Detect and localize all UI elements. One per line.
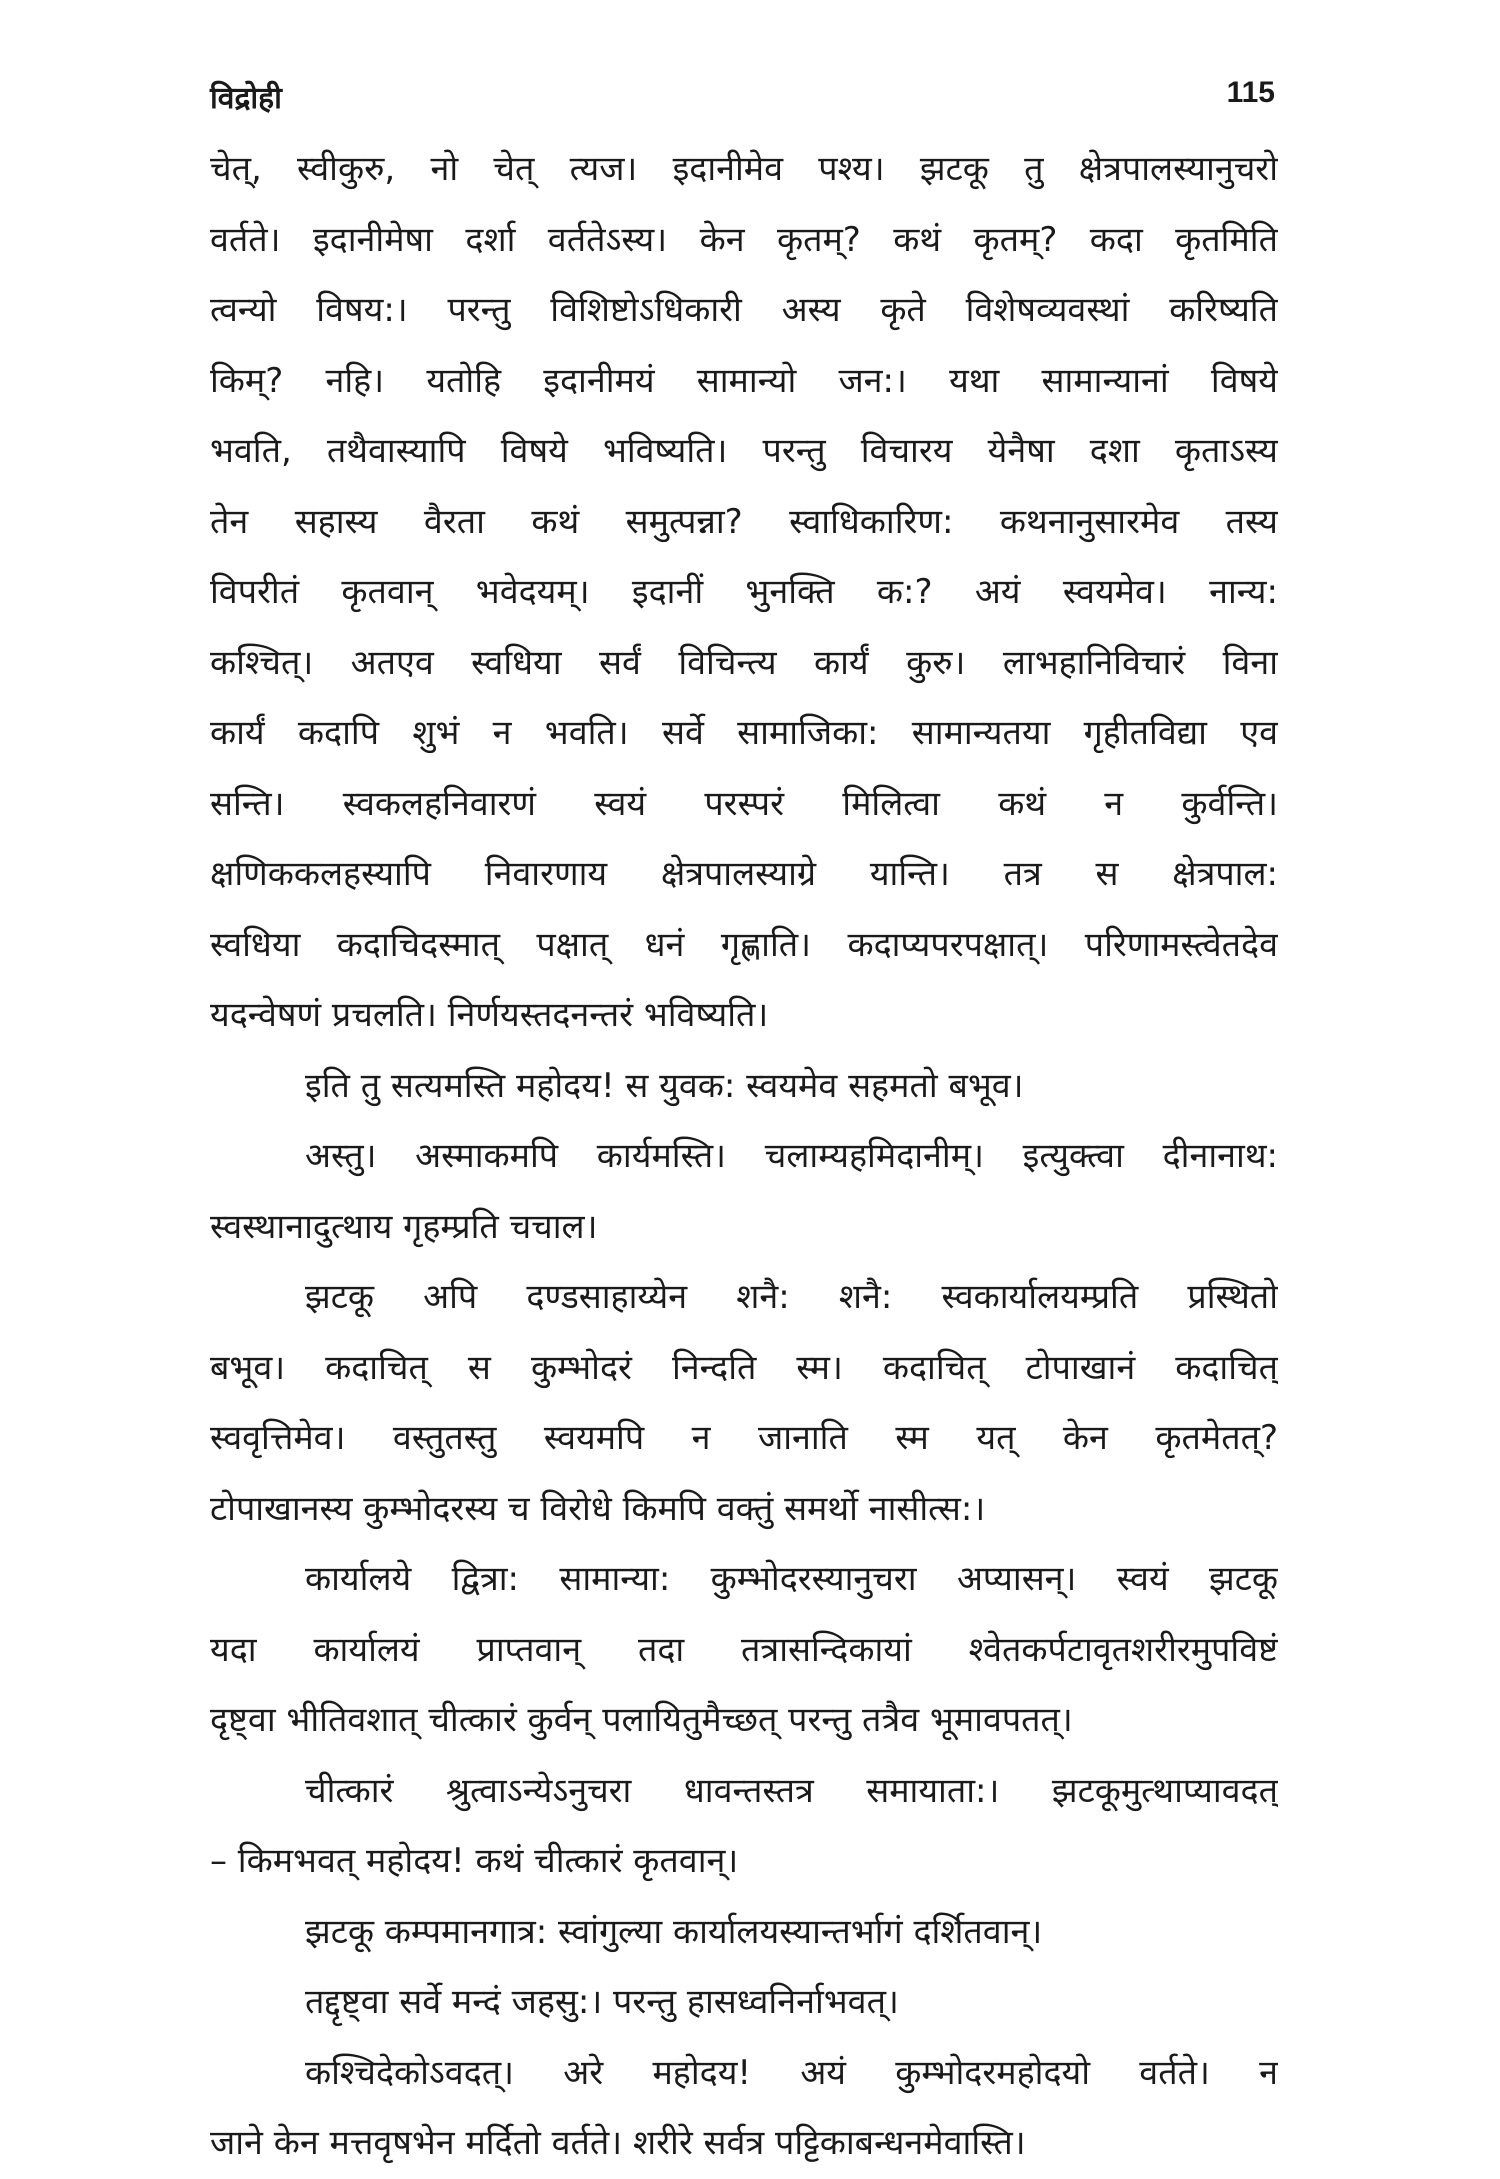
text-line: तेन सहास्य वैरता कथं समुत्पन्ना? स्वाधिकारिण: कथनानुसारमेव तस्य — [210, 501, 1278, 542]
text-line: विपरीतं कृतवान् भवेदयम्। इदानीं भुनक्ति क:? अयं स्वयमेव। नान्य: — [210, 572, 1278, 612]
text-line: कार्यं कदापि शुभं न भवति। सर्वे सामाजिका: सामान्यतया गृहीतविद्या एव — [210, 713, 1278, 753]
text-line: स्ववृत्तिमेव। वस्तुतस्तु स्वयमपि न जानाति स्म यत् केन कृतमेतत्? — [210, 1418, 1278, 1458]
chapter-title: विद्रोही — [210, 81, 282, 116]
text-line: क्षणिककलहस्यापि निवारणाय क्षेत्रपालस्याग्रे यान्ति। तत्र स क्षेत्रपाल: — [210, 854, 1278, 894]
text-line: वर्तते। इदानीमेषा दर्शा वर्ततेऽस्य। केन कृतम्? कथं कृतम्? कदा कृतमिति — [210, 219, 1278, 260]
body-text — [210, 134, 1278, 2179]
page-number: 115 — [1226, 76, 1275, 109]
text-line: चीत्कारं श्रुत्वाऽन्येऽनुचरा धावन्तस्तत्र समायाता:। झटकूमुत्थाप्यावदत् — [305, 1770, 1278, 1811]
text-line: भवति, तथैवास्यापि विषये भविष्यति। परन्तु विचारय येनैषा दशा कृताऽस्य — [210, 431, 1278, 471]
text-line: तद्दृष्ट्वा सर्वे मन्दं जहसु:। परन्तु हासध्वनिर्नाभवत्। — [305, 1982, 899, 2022]
text-line: जाने केन मत्तवृषभेन मर्दितो वर्तते। शरीरे सर्वत्र पट्टिकाबन्धनमेवास्ति। — [210, 2123, 1026, 2163]
text-line: दृष्ट्वा भीतिवशात् चीत्कारं कुर्वन् पलायितुमैच्छत् परन्तु तत्रैव भूमावपतत्। — [210, 1700, 1073, 1740]
text-line: झटकू अपि दण्डसाहाय्येन शनै: शनै: स्वकार्यालयम्प्रति प्रस्थितो — [305, 1277, 1278, 1317]
text-line: अस्तु। अस्माकमपि कार्यमस्ति। चलाम्यहमिदानीम्। इत्युक्त्वा दीनानाथ: — [305, 1136, 1278, 1176]
text-line: टोपाखानस्य कुम्भोदरस्य च विरोधे किमपि वक्तुं समर्थो नासीत्स:। — [210, 1488, 986, 1529]
text-line: सन्ति। स्वकलहनिवारणं स्वयं परस्परं मिलित्वा कथं न कुर्वन्ति। — [210, 783, 1278, 824]
text-line: कश्चिदेकोऽवदत्। अरे महोदय! अयं कुम्भोदरमहोदयो वर्तते। न — [305, 2052, 1278, 2093]
text-line: स्वधिया कदाचिदस्मात् पक्षात् धनं गृह्णाति। कदाप्यपरपक्षात्। परिणामस्त्वेतदेव — [210, 924, 1278, 965]
text-line: इति तु सत्यमस्ति महोदय! स युवक: स्वयमेव सहमतो बभूव। — [305, 1065, 1024, 1106]
running-head — [210, 76, 1275, 120]
text-line: झटकू कम्पमानगात्र: स्वांगुल्या कार्यालयस्यान्तर्भागं दर्शितवान्। — [305, 1911, 1043, 1952]
text-line: यदन्वेषणं प्रचलति। निर्णयस्तदनन्तरं भविष्यति। — [210, 995, 769, 1035]
text-line: यदा कार्यालयं प्राप्तवान् तदा तत्रासन्दिकायां श्वेतकर्पटावृतशरीरमुपविष्टं — [210, 1629, 1278, 1670]
text-line: कार्यालये द्वित्रा: सामान्या: कुम्भोदरस्यानुचरा अप्यासन्। स्वयं झटकू — [305, 1559, 1278, 1599]
text-line: – किमभवत् महोदय! कथं चीत्कारं कृतवान्। — [210, 1841, 739, 1881]
text-line: त्वन्यो विषय:। परन्तु विशिष्टोऽधिकारी अस्य कृते विशेषव्यवस्थां करिष्यति — [210, 290, 1278, 330]
text-line: स्वस्थानादुत्थाय गृहम्प्रति चचाल। — [210, 1206, 598, 1247]
text-line: कश्चित्। अतएव स्वधिया सर्वं विचिन्त्य कार्यं कुरु। लाभहानिविचारं विना — [210, 642, 1278, 683]
text-line: बभूव। कदाचित् स कुम्भोदरं निन्दति स्म। कदाचित् टोपाखानं कदाचित् — [210, 1347, 1278, 1388]
text-line: किम्? नहि। यतोहि इदानीमयं सामान्यो जन:। यथा सामान्यानां विषये — [210, 360, 1278, 401]
text-line: चेत्, स्वीकुरु, नो चेत् त्यज। इदानीमेव पश्य। झटकू तु क्षेत्रपालस्यानुचरो — [210, 149, 1278, 189]
